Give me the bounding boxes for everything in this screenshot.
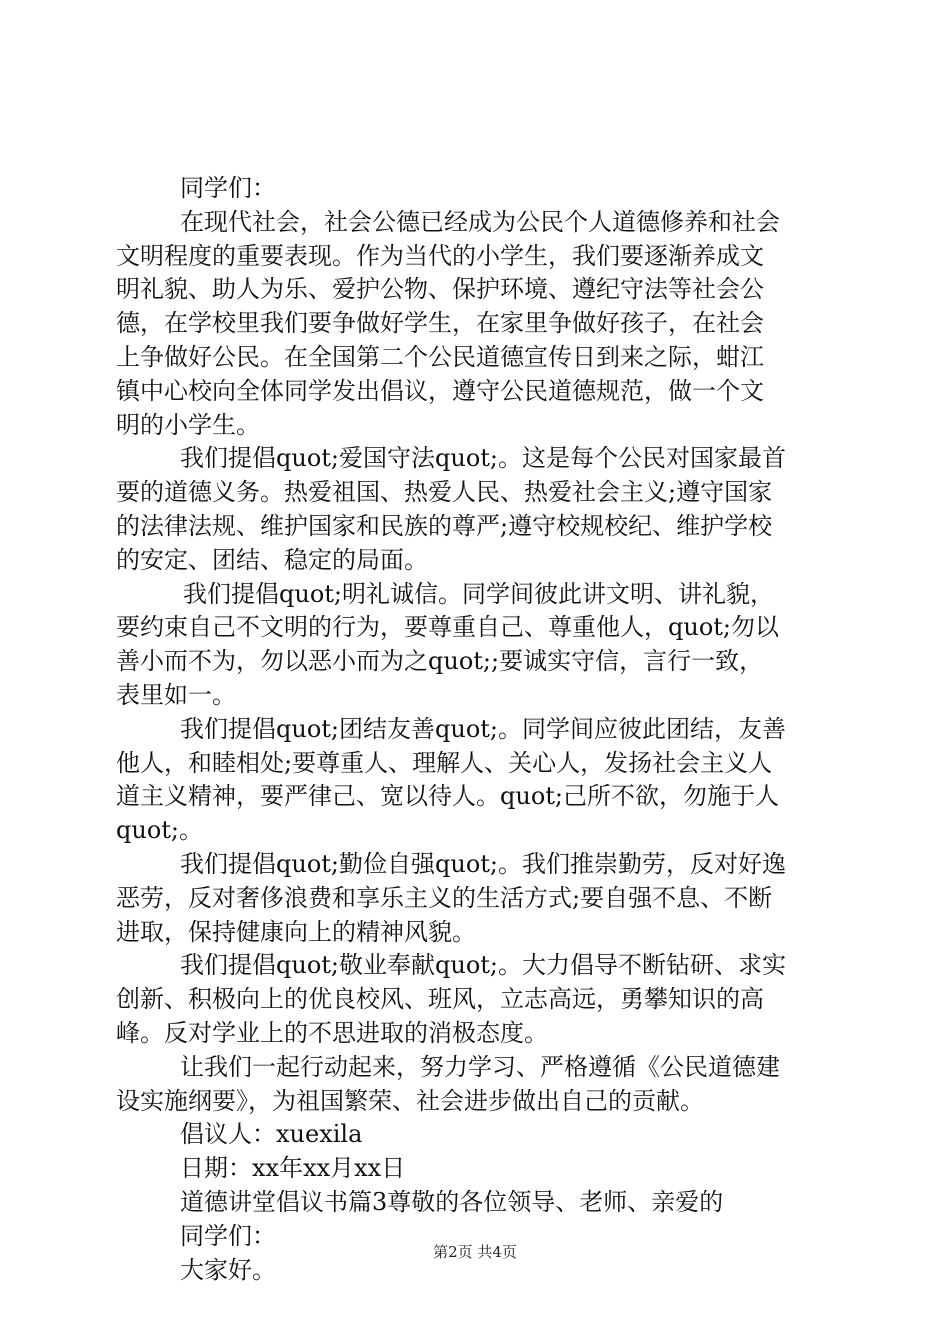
document-body <box>116 172 836 1287</box>
paragraph-line: 进取，保持健康向上的精神风貌。 <box>116 917 476 946</box>
paragraph-line: 的安定、团结、稳定的局面。 <box>116 545 428 574</box>
paragraph-line: 我们提倡quot;敬业奉献quot;。大力倡导不断钻研、求实 <box>180 951 786 980</box>
page-number-footer: 第2页 共4页 <box>433 1243 517 1261</box>
paragraph-line: 要约束自己不文明的行为，要尊重自己、尊重他人，quot;勿以 <box>116 613 779 642</box>
date-line: 日期：xx年xx月xx日 <box>180 1154 406 1183</box>
paragraph-line: 我们提倡quot;勤俭自强quot;。我们推崇勤劳，反对好逸 <box>180 849 786 878</box>
paragraph-line: 在现代社会，社会公德已经成为公民个人道德修养和社会 <box>180 207 780 236</box>
paragraph-line: 德，在学校里我们要争做好学生，在家里争做好孩子，在社会 <box>116 309 764 338</box>
paragraph-line: 明的小学生。 <box>116 410 260 439</box>
salutation-line: 同学们： <box>180 174 276 202</box>
paragraph-line: 我们提倡quot;明礼诚信。同学间彼此讲文明、讲礼貌， <box>183 579 774 608</box>
paragraph-line: 表里如一。 <box>116 680 236 709</box>
paragraph-line: quot;。 <box>116 816 203 845</box>
paragraph-line: 峰。反对学业上的不思进取的消极态度。 <box>116 1018 548 1047</box>
paragraph-line: 善小而不为，勿以恶小而为之quot;;要诚实守信，言行一致， <box>116 647 764 676</box>
paragraph-line: 恶劳，反对奢侈浪费和享乐主义的生活方式;要自强不息、不断 <box>116 883 773 912</box>
paragraph-line: 我们提倡quot;爱国守法quot;。这是每个公民对国家最首 <box>180 444 786 473</box>
paragraph-line: 创新、积极向上的优良校风、班风，立志高远，勇攀知识的高 <box>116 985 764 1014</box>
salutation-line: 同学们： <box>180 1221 276 1250</box>
paragraph-line: 上争做好公民。在全国第二个公民道德宣传日到来之际，蚶江 <box>116 342 764 371</box>
paragraph-line: 我们提倡quot;团结友善quot;。同学间应彼此团结，友善 <box>180 714 786 743</box>
paragraph-line: 他人，和睦相处;要尊重人、理解人、关心人，发扬社会主义人 <box>116 748 773 777</box>
paragraph-line: 设实施纲要》，为祖国繁荣、社会进步做出自己的贡献。 <box>116 1086 704 1115</box>
paragraph-line: 要的道德义务。热爱祖国、热爱人民、热爱社会主义;遵守国家 <box>116 478 773 507</box>
greeting-line: 大家好。 <box>180 1255 276 1284</box>
paragraph-line: 明礼貌、助人为乐、爱护公物、保护环境、遵纪守法等社会公 <box>116 275 764 304</box>
paragraph-line: 镇中心校向全体同学发出倡议，遵守公民道德规范，做一个文 <box>116 376 764 405</box>
paragraph-line: 的法律法规、维护国家和民族的尊严;遵守校规校纪、维护学校 <box>116 511 773 540</box>
paragraph-line: 文明程度的重要表现。作为当代的小学生，我们要逐渐养成文 <box>116 241 764 270</box>
proposer-line: 倡议人：xuexila <box>180 1120 363 1149</box>
paragraph-line: 让我们一起行动起来，努力学习、严格遵循《公民道德建 <box>180 1052 780 1081</box>
section-title-line: 道德讲堂倡议书篇3尊敬的各位领导、老师、亲爱的 <box>180 1187 724 1216</box>
paragraph-line: 道主义精神，要严律己、宽以待人。quot;己所不欲，勿施于人 <box>116 782 779 811</box>
